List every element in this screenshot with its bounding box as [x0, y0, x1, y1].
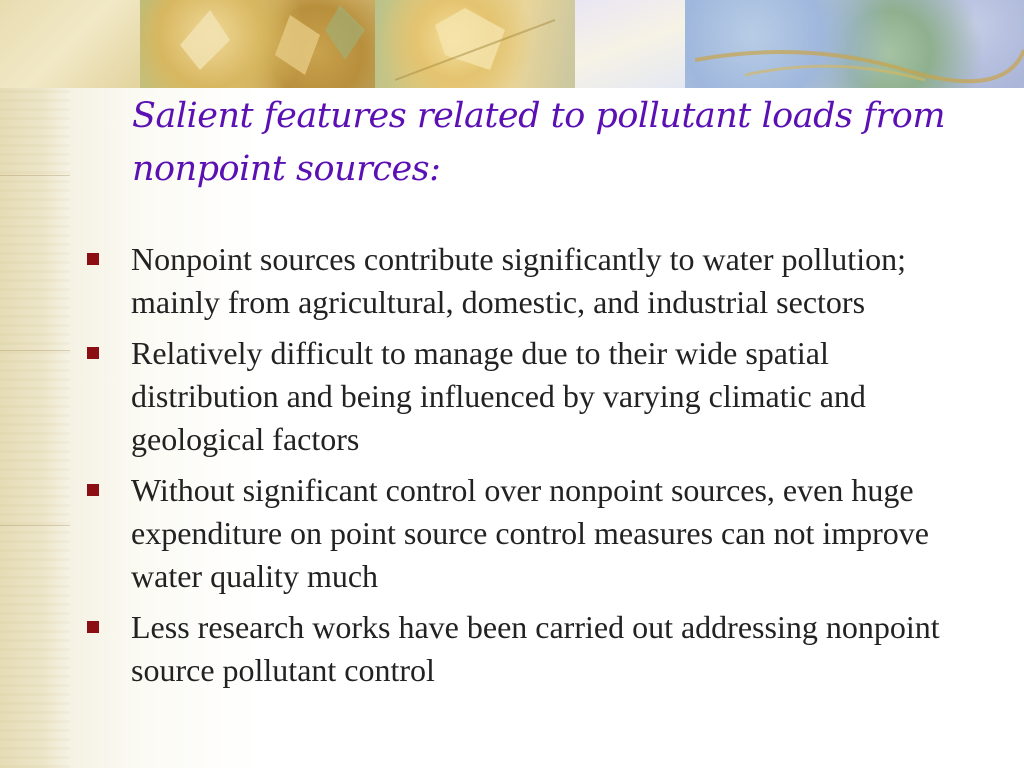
strip-seam [0, 350, 70, 351]
square-bullet-icon [87, 253, 99, 265]
bullet-item [80, 606, 960, 692]
left-parchment-strip [0, 0, 70, 768]
leaf-icon [140, 0, 375, 88]
strip-seam [0, 525, 70, 526]
bullet-item [80, 332, 960, 461]
golden-leaf-tile [375, 0, 575, 88]
watercolor-tile [685, 0, 1024, 88]
wheat-icon [685, 0, 1024, 88]
bullet-item [80, 238, 960, 324]
bullet-item [80, 469, 960, 598]
bullet-text: Without significant control over nonpoint sources, even huge expenditure on point source control measures can not improve water quality much [131, 472, 929, 594]
bullet-text: Nonpoint sources contribute significantly to water pollution; mainly from agricultural, domestic, and industrial sectors [131, 241, 906, 320]
bullet-list [80, 238, 960, 700]
square-bullet-icon [87, 484, 99, 496]
bullet-text: Less research works have been carried out addressing nonpoint source pollutant control [131, 609, 940, 688]
leaves-tile [140, 0, 375, 88]
square-bullet-icon [87, 347, 99, 359]
strip-seam [0, 175, 70, 176]
slide-title: Salient features related to pollutant loads from nonpoint sources: [132, 96, 946, 190]
square-bullet-icon [87, 621, 99, 633]
decorative-header-band [0, 0, 1024, 88]
leaf-icon [375, 0, 575, 88]
pastel-tile [575, 0, 685, 88]
bullet-text: Relatively difficult to manage due to their wide spatial distribution and being influenced by varying climatic and geological factors [131, 335, 866, 457]
parchment-tile [0, 0, 140, 88]
